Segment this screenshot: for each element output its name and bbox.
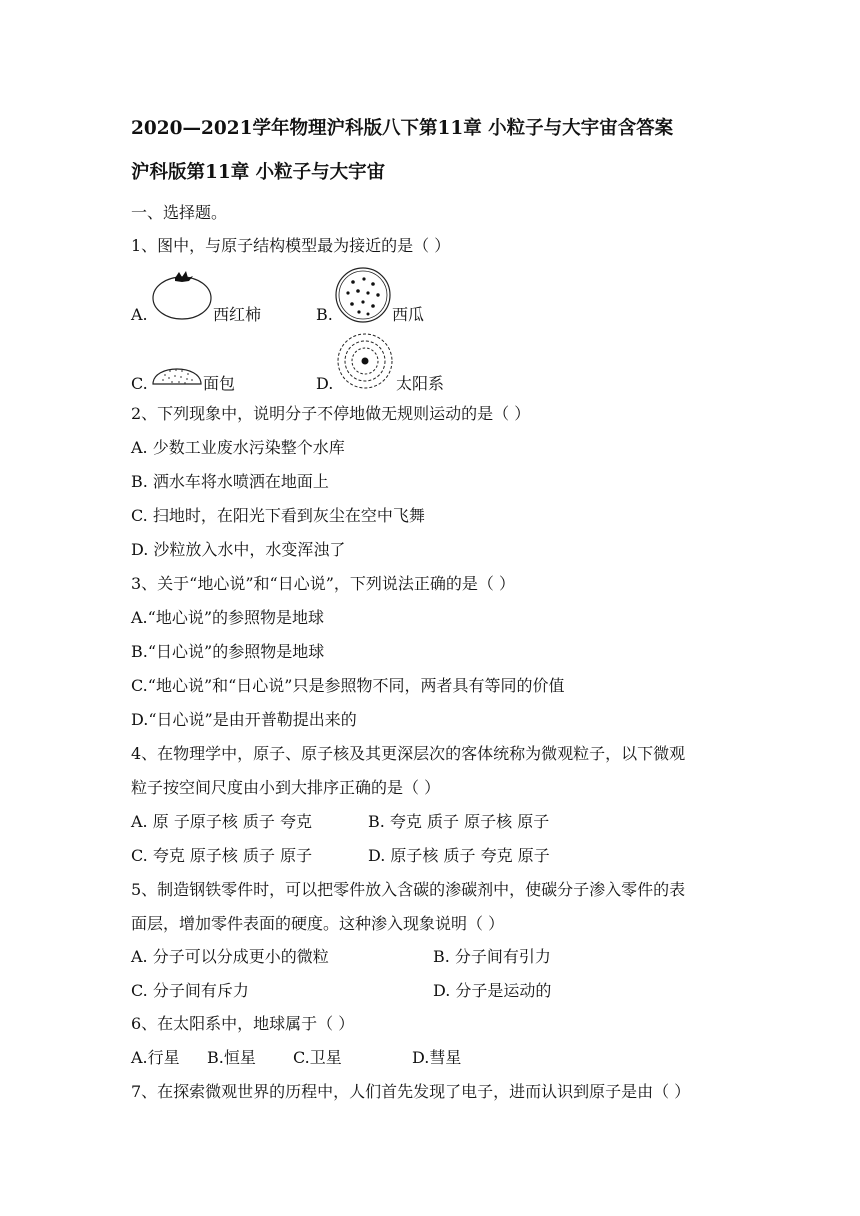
question-6-stem: 6、在太阳系中，地球属于（ ）	[131, 1014, 355, 1033]
option-letter: C.	[131, 374, 148, 393]
q6-option-d: D.彗星	[412, 1048, 462, 1067]
question-4-stem-line1: 4、在物理学中，原子、原子核及其更深层次的客体统称为微观粒子，以下微观	[131, 744, 686, 763]
q4-option-a: A. 原 子原子核 质子 夸克	[131, 812, 312, 831]
q1-option-d: D.	[316, 374, 334, 393]
q4-option-d: D. 原子核 质子 夸克 原子	[368, 846, 550, 865]
q2-option-b: B. 洒水车将水喷洒在地面上	[131, 472, 329, 491]
question-2-stem: 2、下列现象中，说明分子不停地做无规则运动的是（ ）	[131, 404, 531, 423]
question-1-stem: 1、图中，与原子结构模型最为接近的是（ ）	[131, 236, 451, 255]
q4-option-c: C. 夸克 原子核 质子 原子	[131, 846, 313, 865]
question-3-stem: 3、关于“地心说”和“日心说”，下列说法正确的是（ ）	[131, 574, 515, 593]
q1-option-b-label: 西瓜	[392, 305, 425, 324]
q5-option-a: A. 分子可以分成更小的微粒	[131, 947, 329, 966]
question-7-stem: 7、在探索微观世界的历程中，人们首先发现了电子，进而认识到原子是由（ ）	[131, 1082, 691, 1101]
q3-option-d: D.“日心说”是由开普勒提出来的	[131, 710, 357, 729]
q6-option-a: A.行星	[131, 1048, 180, 1067]
q6-option-c: C.卫星	[293, 1048, 342, 1067]
q1-option-a-label: 西红柿	[213, 305, 262, 324]
q5-option-d: D. 分子是运动的	[433, 981, 552, 1000]
chapter-subtitle: 沪科版第11章 小粒子与大宇宙	[131, 162, 386, 183]
q6-option-b: B.恒星	[207, 1048, 256, 1067]
tomato-icon	[151, 268, 213, 322]
question-5-stem-line2: 面层，增加零件表面的硬度。这种渗入现象说明（ ）	[131, 914, 505, 933]
q2-option-d: D. 沙粒放入水中，水变浑浊了	[131, 540, 346, 559]
bread-icon	[151, 358, 203, 388]
solar-system-icon	[336, 332, 394, 390]
q3-option-c: C.“地心说”和“日心说”只是参照物不同，两者具有等同的价值	[131, 676, 565, 695]
q1-option-b: B.	[316, 305, 333, 324]
q1-option-a	[131, 305, 148, 325]
section-heading: 一、选择题。	[131, 203, 228, 222]
q4-option-b: B. 夸克 质子 原子核 原子	[368, 812, 550, 831]
watermelon-icon	[334, 266, 392, 324]
q1-option-c	[131, 374, 148, 394]
q5-option-b: B. 分子间有引力	[433, 947, 551, 966]
document-title: 2020—2021学年物理沪科版八下第11章 小粒子与大宇宙含答案	[131, 118, 674, 139]
q3-option-a: A.“地心说”的参照物是地球	[131, 608, 325, 627]
option-letter: A.	[131, 305, 148, 324]
q2-option-a: A. 少数工业废水污染整个水库	[131, 438, 345, 457]
question-4-stem-line2: 粒子按空间尺度由小到大排序正确的是（ ）	[131, 778, 441, 797]
q1-option-c-label: 面包	[203, 374, 236, 393]
q1-option-d-label: 太阳系	[396, 374, 445, 393]
q5-option-c: C. 分子间有斥力	[131, 981, 249, 1000]
q3-option-b: B.“日心说”的参照物是地球	[131, 642, 325, 661]
q2-option-c: C. 扫地时，在阳光下看到灰尘在空中飞舞	[131, 506, 425, 525]
question-5-stem-line1: 5、制造钢铁零件时，可以把零件放入含碳的渗碳剂中，使碳分子渗入零件的表	[131, 880, 686, 899]
